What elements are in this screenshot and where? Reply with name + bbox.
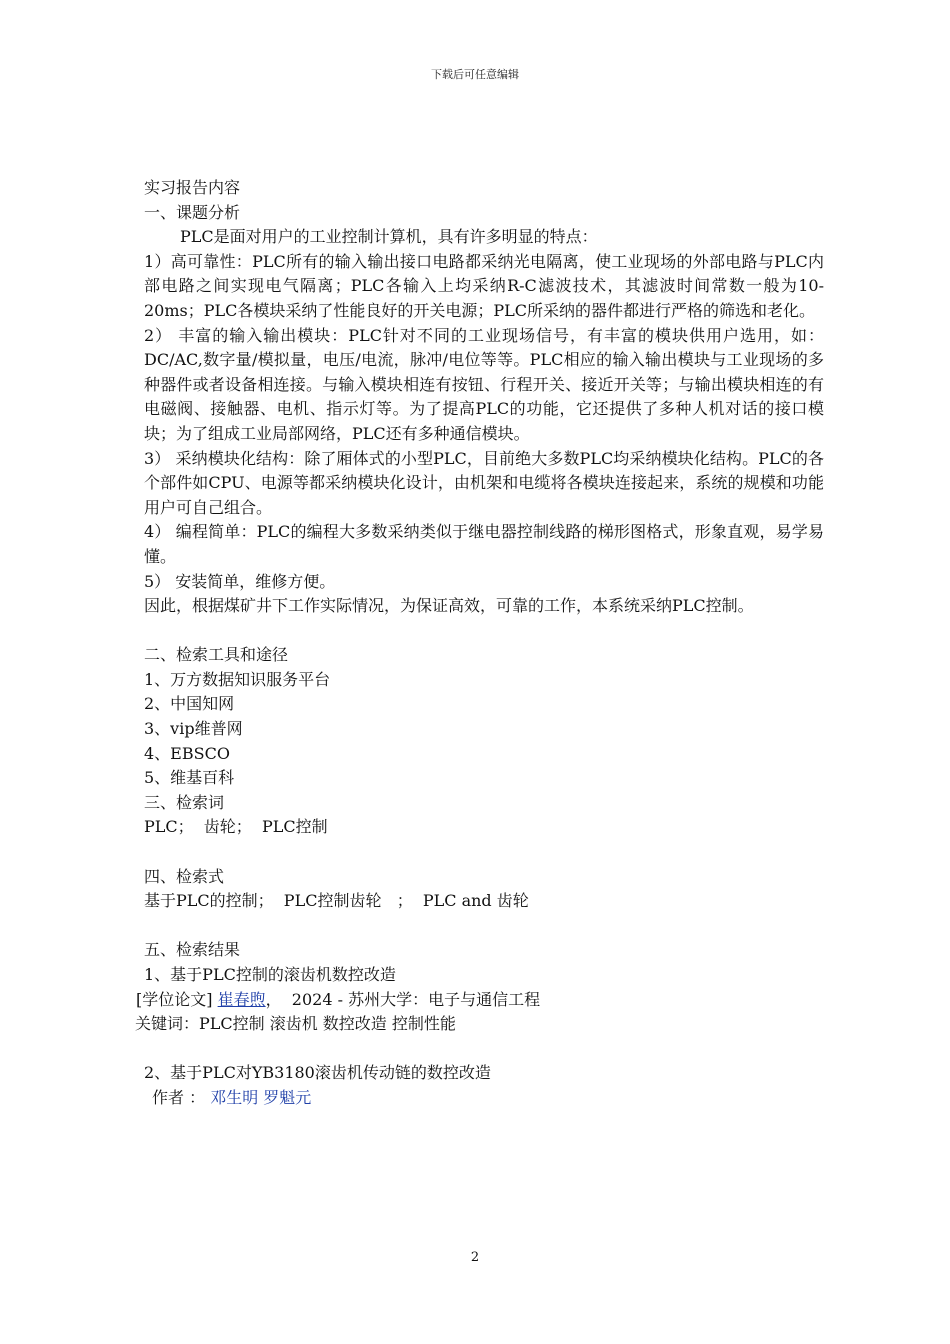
search-formula: 基于PLC的控制； PLC控制齿轮 ； PLC and 齿轮 [144,891,529,911]
section-heading-analysis: 一、课题分析 [144,202,241,222]
analysis-point-2: 2） 丰富的输入输出模块：PLC针对不同的工业现场信号，有丰富的模块供用户选用，如：DC/AC,数字量/模拟量，电压/电流，脉冲/电位等等。PLC相应的输入输出模块与工业现场的多种器件或者设备相连接。与输入模块相连有按钮、行程开关、接近开关等；与输出模块相连的有电磁阀、接触器、电机、指示灯等。为了提高PLC的功能，它还提供了多种人机对话的接口模块；为了组成工业局部网络，PLC还有多种通信模块。 [144,325,824,443]
analysis-point-5: 5） 安装简单，维修方便。 [144,571,336,591]
analysis-intro: PLC是面对用户的工业控制计算机，具有许多明显的特点： [180,227,598,247]
document-body [135,176,824,1111]
spacer [144,840,824,865]
tool-item: 5、维基百科 [144,768,235,788]
tool-item: 2、中国知网 [144,694,235,714]
analysis-point-1: 1）高可靠性：PLC所有的输入输出接口电路都采纳光电隔离，使工业现场的外部电路与PLC内部电路之间实现电气隔离；PLC各输入上均采纳R-C滤波技术，其滤波时间常数一般为10-20ms；PLC各模块采纳了性能良好的开关电源；PLC所采纳的器件都进行严格的筛选和老化。 [144,251,824,320]
analysis-point-3: 3） 采纳模块化结构：除了厢体式的小型PLC，目前绝大多数PLC均采纳模块化结构。PLC的各个部件如CPU、电源等都采纳模块化设计，由机架和电缆将各模块连接起来，系统的规模和功能用户可自己组合。 [144,448,824,517]
analysis-conclusion: 因此，根据煤矿井下工作实际情况，为保证高效，可靠的工作，本系统采纳PLC控制。 [144,596,754,616]
result-2-title: 2、基于PLC对YB3180滚齿机传动链的数控改造 [144,1063,491,1083]
result-2-author-label: 作者 ： [152,1087,206,1107]
spacer [144,619,824,644]
tool-item: 1、万方数据知识服务平台 [144,669,331,689]
analysis-point-4: 4） 编程简单：PLC的编程大多数采纳类似于继电器控制线路的梯形图格式，形象直观，易学易懂。 [144,522,824,566]
search-terms: PLC； 齿轮； PLC控制 [144,817,328,837]
section-heading-formula: 四、检索式 [144,866,225,886]
spacer [144,914,824,939]
page-header-note: 下载后可任意编辑 [431,68,519,81]
result-1-author-link[interactable]: 崔春煦 [217,989,266,1009]
section-heading-results: 五、检索结果 [144,940,241,960]
page-number: 2 [470,1250,480,1265]
section-heading-tools: 二、检索工具和途径 [144,645,289,665]
result-1-source: ， 2024 - 苏州大学：电子与通信工程 [265,989,541,1009]
report-title: 实习报告内容 [144,178,241,197]
section-heading-terms: 三、检索词 [144,792,225,812]
result-2-authors-line [144,1086,824,1111]
result-1-keywords: 关键词：PLC控制 滚齿机 数控改造 控制性能 [135,1014,456,1034]
result-1-title: 1、基于PLC控制的滚齿机数控改造 [144,965,396,984]
spacer [144,1037,824,1062]
tool-item: 4、EBSCO [144,743,230,763]
tool-item: 3、vip维普网 [144,719,243,739]
result-2-authors-link[interactable]: 邓生明 罗魁元 [210,1087,312,1107]
result-1-citation [136,988,824,1013]
result-1-type: [学位论文] [136,989,213,1009]
